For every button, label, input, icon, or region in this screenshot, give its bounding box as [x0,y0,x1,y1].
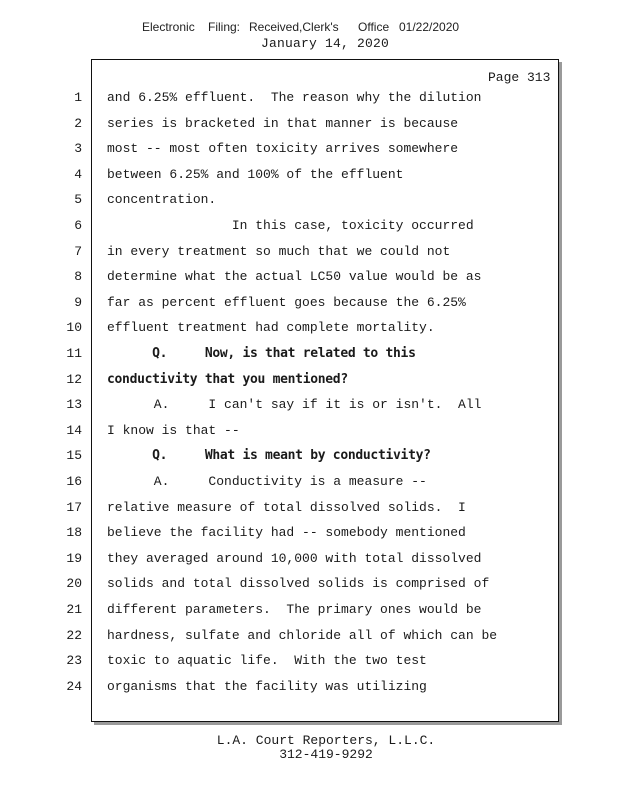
line-text: between 6.25% and 100% of the effluent [107,166,404,182]
line-text: they averaged around 10,000 with total dissolved [107,550,482,566]
transcript-line [0,653,618,679]
line-number: 15 [66,448,82,464]
line-text: In this case, toxicity occurred [107,218,474,233]
line-number: 18 [66,525,82,541]
line-text: in every treatment so much that we could not [107,243,451,259]
transcript-line [0,320,618,346]
line-text: and 6.25% effluent. The reason why the dilution [107,90,482,105]
transcript-line [0,218,618,244]
transcript-line [0,525,618,551]
line-number: 13 [66,397,82,413]
line-text: effluent treatment had complete mortality. [107,320,435,336]
footer-company: L.A. Court Reporters, L.L.C. [216,733,436,748]
line-number: 7 [74,243,82,259]
line-number: 1 [74,90,82,105]
line-text: determine what the actual LC50 value would be as [107,269,482,285]
transcript-line [0,116,618,142]
line-number: 5 [74,192,82,208]
line-number: 4 [74,166,82,182]
transcript-line [0,90,618,116]
line-text: organisms that the facility was utilizing [107,678,427,694]
line-number: 24 [66,678,82,694]
line-text: I know is that -- [107,422,240,438]
line-number: 21 [66,602,82,617]
line-text: A. I can't say if it is or isn't. All [107,397,482,413]
line-number: 6 [74,218,82,233]
line-number: 2 [74,115,82,131]
line-text: Q. Now, is that related to this [107,346,416,361]
line-text: relative measure of total dissolved solids. I [107,499,466,515]
line-number: 22 [66,627,82,643]
efiling-label-office: Office [358,20,390,34]
transcript-line [0,372,618,398]
efiling-date: 01/22/2020 [399,20,460,34]
line-text: A. Conductivity is a measure -- [107,474,427,489]
transcript-line [0,346,618,372]
line-text: hardness, sulfate and chloride all of which can be [107,627,498,643]
transcript-line [0,397,618,423]
line-text: concentration. [107,192,217,208]
line-number: 17 [66,499,82,515]
transcript-line [0,141,618,167]
line-text: solids and total dissolved solids is comprised of [107,576,490,592]
transcript-line [0,192,618,218]
line-text: far as percent effluent goes because the 6.25% [107,294,466,310]
footer-phone: 312-419-9292 [279,747,373,762]
transcript-line [0,628,618,654]
page-number: Page 313 [488,70,551,85]
line-text: toxic to aquatic life. With the two test [107,653,427,669]
transcript-line [0,576,618,602]
transcript-line [0,269,618,295]
transcript-date: January 14, 2020 [260,36,390,51]
line-number: 10 [66,320,82,336]
line-text: different parameters. The primary ones would be [107,602,482,617]
line-number: 16 [66,474,82,489]
line-text: Q. What is meant by conductivity? [107,448,431,464]
line-number: 3 [74,141,82,157]
line-text: most -- most often toxicity arrives somewhere [107,141,459,157]
line-number: 14 [66,422,82,438]
transcript-line [0,244,618,270]
efiling-label-received: Received,Clerk's [249,20,339,34]
line-number: 23 [66,653,82,669]
line-number: 20 [66,576,82,592]
transcript-line [0,500,618,526]
line-number: 12 [66,371,82,387]
transcript-line [0,474,618,500]
line-number: 9 [74,294,82,310]
efiling-label-filing: Filing: [208,20,241,34]
transcript-line [0,448,618,474]
transcript-line [0,167,618,193]
line-number: 19 [66,550,82,566]
line-text: believe the facility had -- somebody mentioned [107,525,466,541]
line-text: series is bracketed in that manner is because [107,115,459,131]
transcript-line [0,423,618,449]
line-number: 11 [66,346,82,361]
transcript-line [0,679,618,705]
transcript-line [0,602,618,628]
transcript-line [0,551,618,577]
line-number: 8 [74,269,82,285]
line-text: conductivity that you mentioned? [107,371,348,387]
efiling-label-electronic: Electronic [142,20,195,34]
transcript-line [0,295,618,321]
